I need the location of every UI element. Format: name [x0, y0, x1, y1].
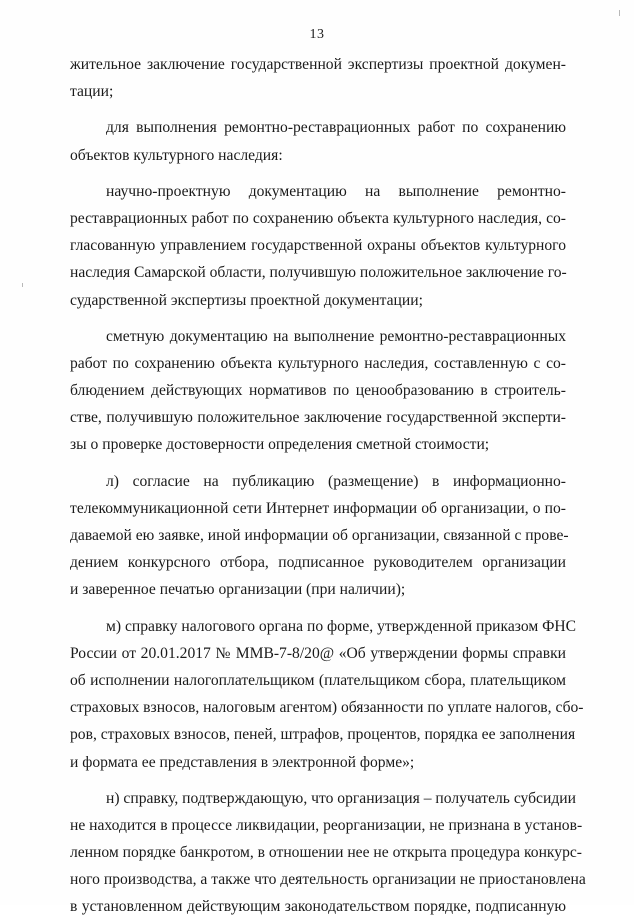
text-line: телекоммуникационной сети Интернет информации об организации, о по- [70, 499, 566, 517]
page-number: 13 [309, 27, 325, 42]
text-line: ленном порядке банкротом, в отношении нее не открыта процедура конкурс- [70, 844, 582, 862]
text-line: л) согласие на публикацию (размещение) в информационно- [106, 472, 566, 490]
body-text [70, 51, 586, 921]
paragraph-gap [70, 459, 566, 468]
text-line: зы о проверке достоверности определения сметной стоимости; [70, 436, 490, 454]
text-line: жительное заключение государственной экспертизы проектной докумен- [70, 56, 566, 73]
text-line: страховых взносов, налоговым агентом) обязанности по уплате налогов, сбо- [70, 699, 584, 717]
text-line: ного производства, а также что деятельность организации не приостановлена [70, 871, 586, 889]
scan-mark [619, 10, 620, 16]
text-line: ров, страховых взносов, пеней, штрафов, процентов, порядка ее заполнения [70, 726, 576, 744]
text-line: даваемой ею заявке, иной информации об организации, связанной с прове- [70, 527, 569, 544]
text-line: сударственной экспертизы проектной документации; [70, 291, 423, 309]
text-line: в установленном действующим законодательством порядке, подписанную [70, 898, 566, 916]
text-line: не находится в процессе ликвидации, реорганизации, не признана в установ- [70, 816, 583, 834]
text-line: тации; [70, 83, 114, 101]
text-line: и заверенное печатью организации (при наличии); [70, 581, 406, 599]
paragraph-gap [70, 105, 566, 114]
text-line: объектов культурного наследия: [70, 146, 283, 164]
text-line: работ по сохранению объекта культурного наследия, составленную с со- [70, 354, 566, 372]
text-line: об исполнении налогоплательщиком (плательщиком сбора, плательщиком [70, 671, 566, 689]
text-line: блюдением действующих нормативов по ценообразованию в строитель- [70, 382, 566, 400]
text-line: м) справку налогового органа по форме, утвержденной приказом ФНС [106, 617, 577, 635]
text-line: научно-проектную документацию на выполнение ремонтно- [106, 182, 566, 200]
text-line: сметную документацию на выполнение ремонтно-реставрационных [106, 327, 566, 345]
paragraph-gap [70, 314, 566, 323]
text-line: России от 20.01.2017 № ММВ-7-8/20@ «Об утверждении формы справки [70, 644, 566, 662]
text-line: для выполнения ремонтно-реставрационных работ по сохранению [106, 119, 566, 137]
scan-mark [22, 283, 23, 287]
text-line: н) справку, подтверждающую, что организация – получатель субсидии [106, 789, 576, 807]
text-line: дением конкурсного отбора, подписанное руководителем организации [70, 554, 566, 572]
paragraph-gap [70, 776, 566, 785]
text-line: наследия Самарской области, получившую положительное заключение го- [70, 264, 567, 282]
text-line: стве, получившую положительное заключение государственной эксперти- [70, 409, 566, 427]
text-line: реставрационных работ по сохранению объекта культурного наследия, со- [70, 209, 566, 227]
paragraph-gap [70, 169, 566, 178]
text-line: гласованную управлением государственной охраны объектов культурного [70, 237, 566, 255]
text-line: и формата ее представления в электронной форме»; [70, 753, 415, 771]
paragraph-gap [70, 604, 566, 613]
